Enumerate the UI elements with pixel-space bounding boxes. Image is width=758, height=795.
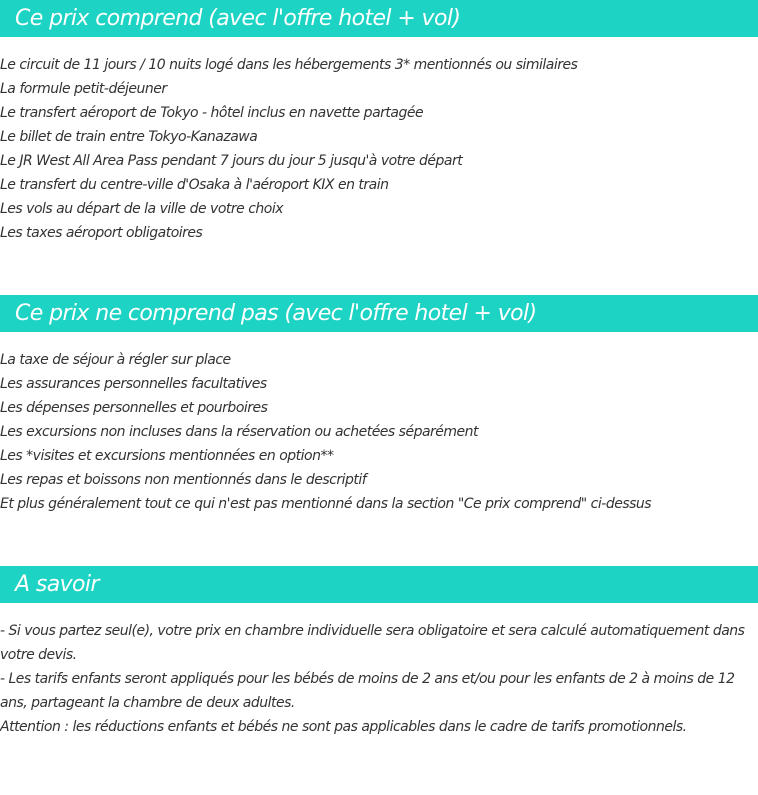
list-item: Le billet de train entre Tokyo-Kanazawa <box>0 129 258 145</box>
list-item: Le transfert du centre-ville d'Osaka à l'aéroport KIX en train <box>0 177 389 193</box>
list-item: Les excursions non incluses dans la réservation ou achetées séparément <box>0 424 479 440</box>
section-title-not-included: Ce prix ne comprend pas (avec l'offre hotel + vol) <box>0 295 758 332</box>
list-item: Les vols au départ de la ville de votre choix <box>0 201 284 217</box>
list-item: Les repas et boissons non mentionnés dans le descriptif <box>0 472 367 488</box>
list-item: Le JR West All Area Pass pendant 7 jours du jour 5 jusqu'à votre départ <box>0 153 463 169</box>
list-item: Les dépenses personnelles et pourboires <box>0 400 268 416</box>
section-title-good-to-know: A savoir <box>0 566 758 603</box>
list-item: Et plus généralement tout ce qui n'est pas mentionné dans la section "Ce prix comprend" ci-dessus <box>0 496 652 512</box>
list-item: Le transfert aéroport de Tokyo - hôtel inclus en navette partagée <box>0 105 424 121</box>
list-item: Les *visites et excursions mentionnées en option** <box>0 448 334 464</box>
list-item: Attention : les réductions enfants et bébés ne sont pas applicables dans le cadre de tarifs promotionnels. <box>0 719 687 735</box>
good-to-know-list <box>0 619 750 739</box>
list-item: Les assurances personnelles facultatives <box>0 376 267 392</box>
list-item: - Les tarifs enfants seront appliqués pour les bébés de moins de 2 ans et/ou pour les enfants de 2 à moins de 12 ans, partageant la chambre de deux adultes. <box>0 671 735 711</box>
included-list <box>0 53 758 245</box>
not-included-list <box>0 348 758 516</box>
list-item: Les taxes aéroport obligatoires <box>0 225 203 241</box>
list-item: La taxe de séjour à régler sur place <box>0 352 231 368</box>
list-item: Le circuit de 11 jours / 10 nuits logé dans les hébergements 3* mentionnés ou similaires <box>0 57 578 73</box>
list-item: - Si vous partez seul(e), votre prix en chambre individuelle sera obligatoire et sera calculé automatiquement dans votre devis. <box>0 623 745 663</box>
section-title-included: Ce prix comprend (avec l'offre hotel + vol) <box>0 0 758 37</box>
list-item: La formule petit-déjeuner <box>0 81 167 97</box>
